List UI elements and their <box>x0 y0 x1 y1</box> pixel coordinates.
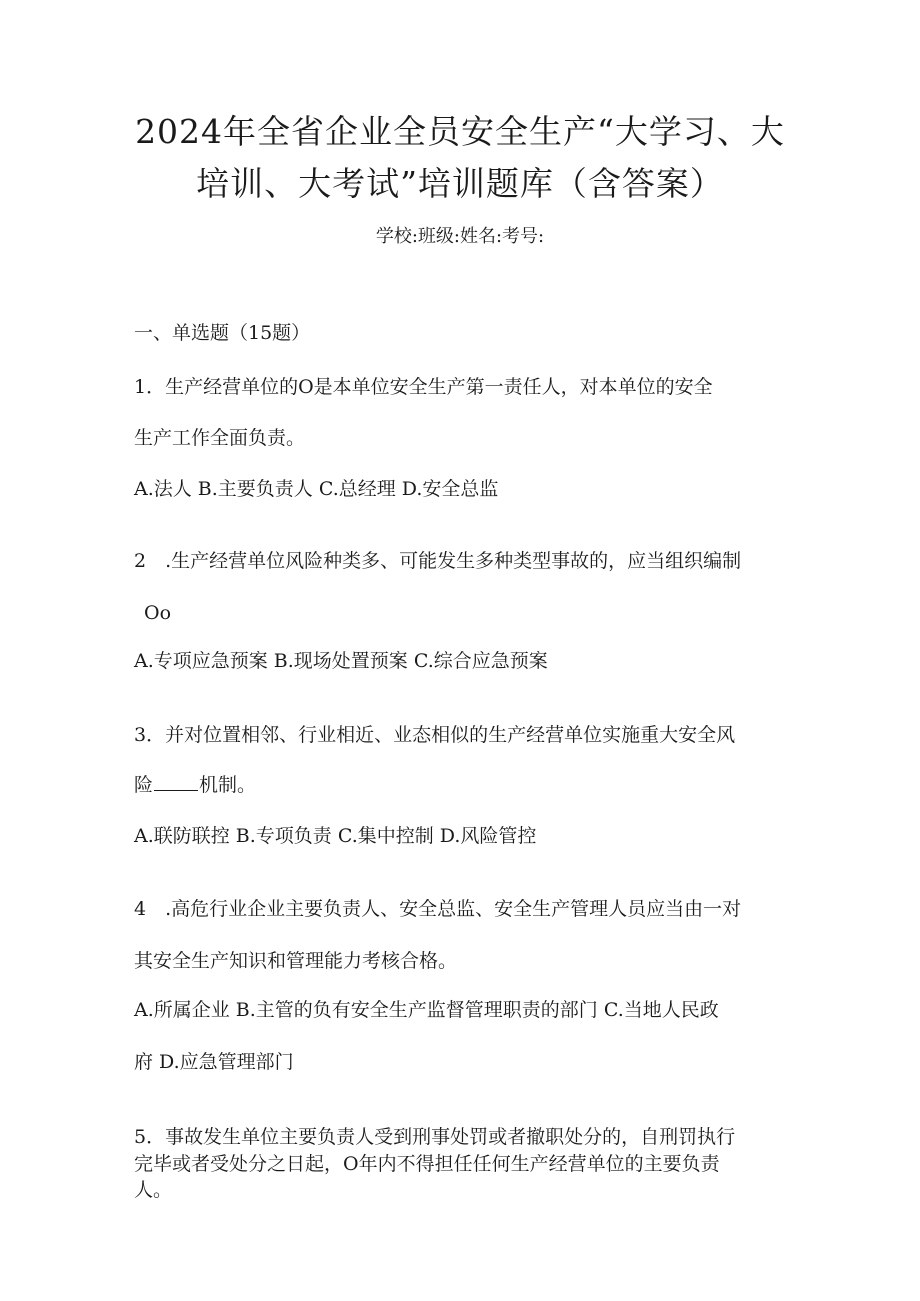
document-title-line-1: 2024年全省企业全员安全生产“大学习、大 <box>135 112 785 151</box>
question-2-text-line-2: Oo <box>144 602 172 624</box>
question-3-options: A.联防联控 B.专项负责 C.集中控制 D.风险管控 <box>134 825 537 847</box>
section-heading: 一、单选题（15题） <box>134 322 311 344</box>
question-5-text-line-3: 人。 <box>134 1179 173 1201</box>
document-title-line-2: 培训、大考试”培训题库（含答案） <box>196 164 724 203</box>
question-5-text-line-2: 完毕或者受处分之日起，O年内不得担任任何生产经营单位的主要负责 <box>134 1153 720 1175</box>
student-info-line: 学校:班级:姓名:考号: <box>375 226 545 247</box>
question-3-text-start: 险 <box>134 774 154 796</box>
question-2-options: A.专项应急预案 B.现场处置预案 C.综合应急预案 <box>134 650 548 672</box>
question-4-text-line-2: 其安全生产知识和管理能力考核合格。 <box>134 950 458 972</box>
answer-blank <box>154 772 198 791</box>
question-4-options-line-1: A.所属企业 B.主管的负有安全生产监督管理职责的部门 C.当地人民政 <box>134 999 719 1021</box>
question-1-text-line-2: 生产工作全面负责。 <box>134 427 306 449</box>
question-2-text-line-1: 2 .生产经营单位风险种类多、可能发生多种类型事故的，应当组织编制 <box>134 550 742 572</box>
question-3-text-line-2 <box>134 772 256 798</box>
question-3-text-line-1: 3．并对位置相邻、行业相近、业态相似的生产经营单位实施重大安全风 <box>134 724 736 746</box>
question-5-text-line-1: 5．事故发生单位主要负责人受到刑事处罚或者撤职处分的，自刑罚执行 <box>134 1126 736 1148</box>
question-4-options-line-2: 府 D.应急管理部门 <box>134 1051 294 1073</box>
question-1-options: A.法人 B.主要负责人 C.总经理 D.安全总监 <box>134 478 499 500</box>
question-3-text-end: 机制。 <box>199 774 257 796</box>
question-4-text-line-1: 4 .高危行业企业主要负责人、安全总监、安全生产管理人员应当由一对 <box>134 898 742 920</box>
question-1-text-line-1: 1．生产经营单位的O是本单位安全生产第一责任人，对本单位的安全 <box>134 376 713 398</box>
